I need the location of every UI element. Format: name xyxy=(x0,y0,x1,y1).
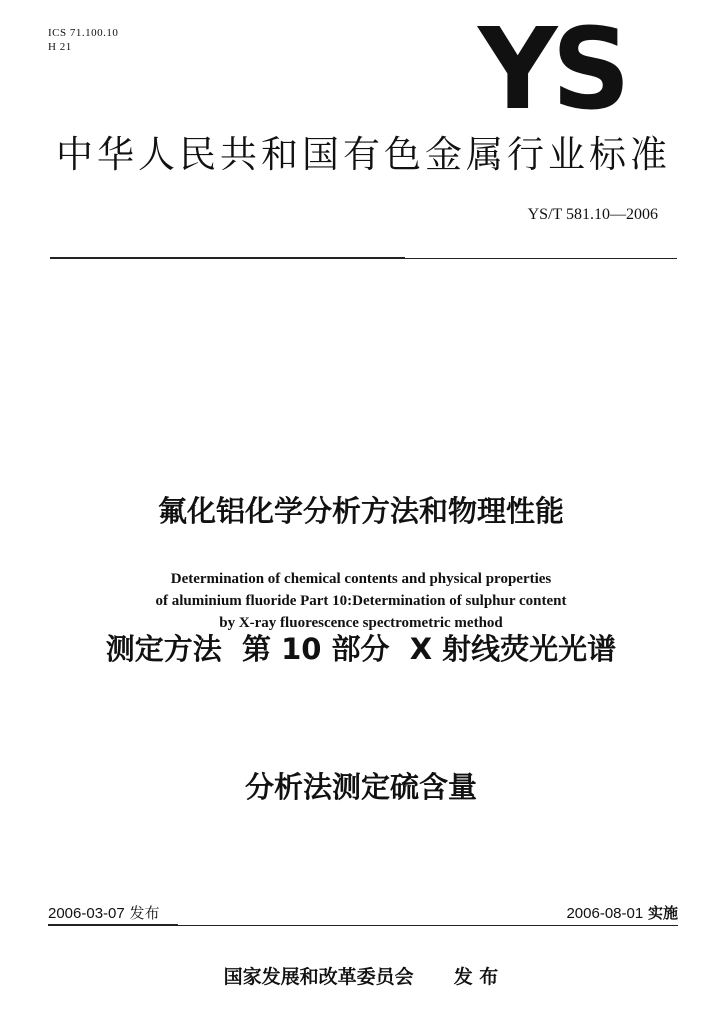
issue-date-value: 2006-03-07 xyxy=(48,905,125,922)
english-title xyxy=(60,568,662,634)
ics-classification xyxy=(48,26,118,54)
chinese-title-line-1: 氟化铝化学分析方法和物理性能 xyxy=(157,494,564,528)
footer-divider-accent xyxy=(48,924,178,926)
organization-title: 中华人民共和国有色金属行业标准 xyxy=(56,133,671,176)
ics-code: ICS 71.100.10 xyxy=(48,27,119,39)
issue-date-label: 发布 xyxy=(129,904,160,922)
publisher-name: 国家发展和改革委员会 xyxy=(223,966,414,988)
ys-logo: YS xyxy=(478,5,625,135)
implementation-date-value: 2006-08-01 xyxy=(566,905,644,922)
ccs-code: H 21 xyxy=(48,41,72,53)
issue-date xyxy=(48,902,160,923)
publisher-action: 发 布 xyxy=(453,966,499,988)
publisher xyxy=(0,962,722,989)
header-divider-accent xyxy=(50,257,405,259)
implementation-date xyxy=(566,902,678,923)
chinese-title-line-3: 分析法测定硫含量 xyxy=(244,770,477,804)
implementation-date-label: 实施 xyxy=(647,904,678,922)
chinese-title-line-2: 测定方法 第 10 部分 X 射线荧光光谱 xyxy=(105,632,617,666)
english-title-line-2: of aluminium fluoride Part 10:Determination of sulphur content xyxy=(155,593,567,609)
standard-number: YS/T 581.10—2006 xyxy=(527,206,658,223)
english-title-line-3: by X-ray fluorescence spectrometric method xyxy=(219,615,503,631)
english-title-line-1: Determination of chemical contents and physical properties xyxy=(170,571,552,587)
